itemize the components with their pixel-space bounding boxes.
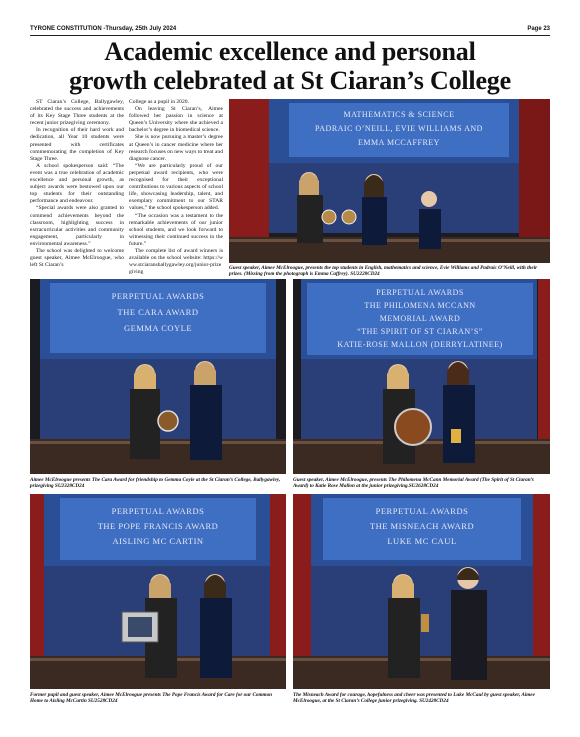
photo-philomena-mccann-award xyxy=(293,279,550,474)
paragraph: ST Ciaran’s College, Ballygawley, celebrated the success and achievements of its Key Stage Three students at the recent junior prizegiving ceremony. xyxy=(30,99,124,127)
screen-line: PERPETUAL AWARDS xyxy=(376,288,464,297)
screen-line: AISLING MC CARTIN xyxy=(112,536,204,546)
photo-misneach-award xyxy=(293,494,550,689)
headline xyxy=(30,37,550,95)
screen-line: PERPETUAL AWARDS xyxy=(111,291,205,301)
photo-caption: Former pupil and guest speaker, Aimee McElroogue presents The Pope Francis Award for Care for our Common Home to Aisling McCartin SU2528CD24 xyxy=(30,692,273,705)
screen-line: LUKE MC CAUL xyxy=(387,536,457,546)
screen-line: PERPETUAL AWARDS xyxy=(375,506,469,516)
paragraph: In recognition of their hard work and dedication, all Year 10 students were presented with certificates commemorating the completion of Key Stage Three. xyxy=(30,127,124,162)
screen-line: “THE SPIRIT OF ST CIARAN’S” xyxy=(357,327,483,336)
photo-caption: Aimee McElroogue presents The Cara Award for friendship to Gemma Coyle at the St Ciaran’s College, Ballygawley, prizegiving SU2328CD24 xyxy=(30,477,281,490)
article-column-1 xyxy=(30,99,124,269)
paragraph: The school was delighted to welcome guest speaker, Aimee McElroogue, who left St Ciaran’s xyxy=(30,247,124,269)
screen-line: THE POPE FRANCIS AWARD xyxy=(97,521,219,531)
article-column-2 xyxy=(129,99,223,276)
publication-line: TYRONE CONSTITUTION -Thursday, 25th July 2024 xyxy=(30,26,177,32)
photo-caption: Guest speaker, Aimee McElroogue, presents The Philomena McCann Memorial Award (The Spirit of St Ciaran’s Award) to Katie Rose Mallon at the junior prizegiving.SU2628CD24 xyxy=(293,477,534,490)
screen-line: GEMMA COYLE xyxy=(123,323,193,333)
screen-line: EMMA MCCAFFREY xyxy=(358,138,440,147)
screen-line: KATIE-ROSE MALLON (DERRYLATINEE) xyxy=(337,340,503,349)
screen-line: MATHEMATICS & SCIENCE xyxy=(343,110,455,119)
paragraph: College as a pupil in 2020. xyxy=(129,99,189,105)
screen-line: PERPETUAL AWARDS xyxy=(111,506,205,516)
paragraph: The complete list of award winners is available on the school website: https://www.stciaransballygawley.org/junior-prizegiving xyxy=(129,247,223,276)
paragraph: “We are particularly proud of our perpetual award recipients, who were recognised for their exceptional contributions to various aspects of school life, showcasing leadership, talent, and exemplary commitment to our STAR values,” the school spokesperson added. xyxy=(129,162,223,212)
paragraph: On leaving St Ciaran’s, Aimee followed her passion in science at Queen’s University where she achieved a bachelor’s degree in biomedical science. xyxy=(129,106,223,134)
paragraph: A school spokesperson said: “The event was a true celebration of academic excellence and personal growth, as subject awards were bestowed upon our top students for their outstanding performance and endeavour. xyxy=(30,162,124,205)
screen-line: MEMORIAL AWARD xyxy=(379,314,461,323)
photo-cara-award xyxy=(30,279,286,474)
photo-caption: Guest speaker, Aimee McElroogue, presents the top students in English, mathematics and science, Evie Williams and Padraic O’Neill, with their prizes. (Missing from the photograph is Emma Caffrey). SU2228CD24 xyxy=(229,265,538,278)
screen-line: THE PHILOMENA MCCANN xyxy=(364,301,476,310)
paragraph: “Special awards were also granted to commend achievements beyond the classroom, highlighting success in extracurricular activities and community engagement, particularly in environmental awareness.” xyxy=(30,205,124,247)
photo-top-mathematics-science xyxy=(229,99,550,263)
page-number: Page 23 xyxy=(527,26,550,32)
header-rule xyxy=(30,35,550,36)
photo-caption: The Misneach Award for courage, hopefulness and cheer was presented to Luke McCaul by guest speaker, Aimee McElroogue, at the St Ciaran’s College junior prizegiving. SU2428CD24 xyxy=(293,692,535,705)
screen-line: PADRAIC O’NEILL, EVIE WILLIAMS AND xyxy=(315,124,483,133)
headline-line-2: growth celebrated at St Ciaran’s College xyxy=(69,66,511,95)
paragraph: She is now pursuing a master’s degree at Queen’s in cancer medicine where her research focuses on new ways to treat and diagnose cancer. xyxy=(129,134,223,162)
paragraph: “The occasion was a testament to the remarkable achievements of our junior school students, and we look forward to witnessing their continued success in the future.” xyxy=(129,212,223,247)
headline-line-1: Academic excellence and personal xyxy=(104,37,476,66)
screen-line: THE MISNEACH AWARD xyxy=(369,521,475,531)
screen-line: THE CARA AWARD xyxy=(117,307,199,317)
photo-pope-francis-award xyxy=(30,494,286,689)
